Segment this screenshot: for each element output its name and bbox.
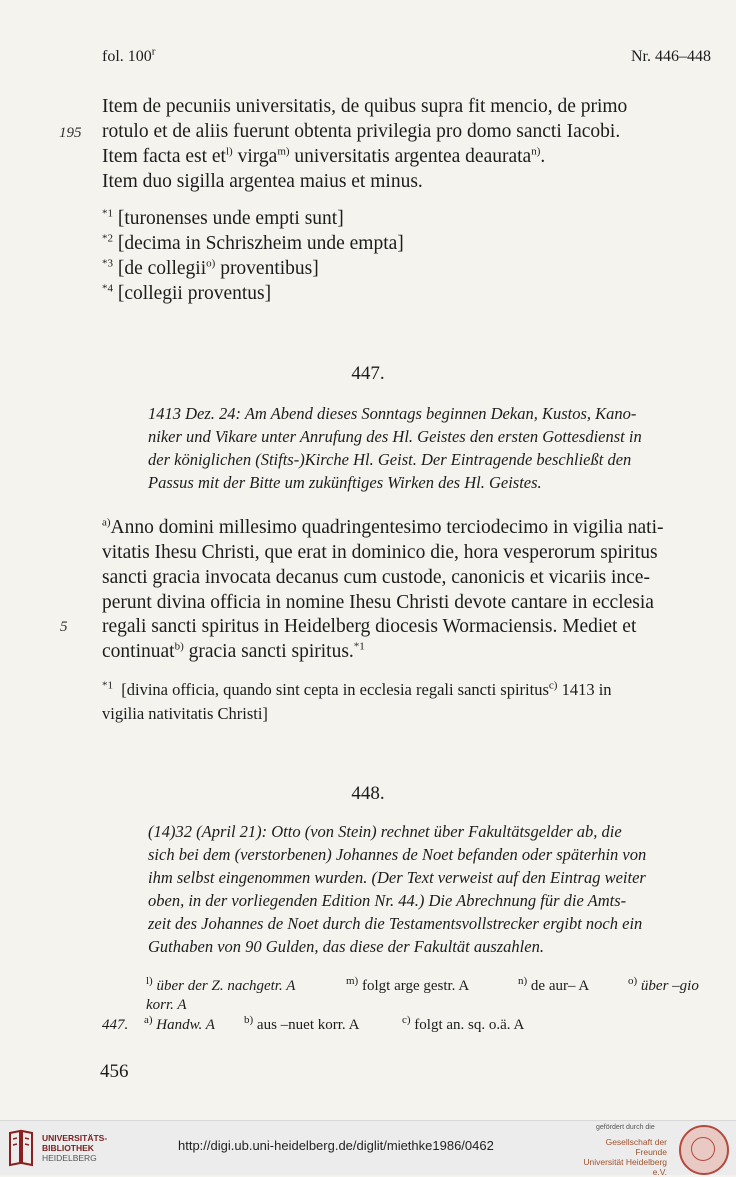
page-number: 456 [100,1061,129,1082]
text-line: Item facta est $et^{l)}$ virga$^{m)}$ universitatis argentea deaurata$^{n)}$. [102,145,546,167]
regest-line: Passus mit der Bitte um zukünftiges Wirken des Hl. Geistes. [148,473,542,492]
text-line: sancti gracia invocata decanus cum custode, canonicis et vicariis ince- [102,567,650,588]
university-library-logo-icon[interactable] [6,1129,36,1167]
regest-line: sich bei dem (verstorbenen) Johannes de Noet befanden oder späterhin von [148,845,647,864]
regest-line: Guthaben von 90 Gulden, das diese der Fakultät auszahlen. [148,937,544,956]
text-line: $^{a)}$Anno domini millesimo quadringentesimo terciodecimo in vigilia nati- [102,516,664,538]
footnote-continuation: korr. A [146,997,187,1013]
line-number: 5 [60,619,68,635]
university-seal-icon[interactable] [679,1125,729,1175]
item-range: Nr. 446–448 [631,48,711,65]
regest-line: niker und Vikare unter Anrufung des Hl. Geistes den ersten Gottesdienst in [148,427,642,446]
footnote: $^{c)}$ folgt an. sq. o.ä. A [402,1014,525,1033]
footnote-section-label: 447. [102,1017,129,1033]
regest-line: oben, in der vorliegenden Edition Nr. 44.) Die Abrechnung für die Amts- [148,891,627,910]
text-line: rotulo et de aliis fuerunt obtenta privilegia pro domo sancti Iacobi. [102,121,621,142]
footnote: $^{a)}$ Handw. A [144,1014,215,1033]
regest-line: (14)32 (April 21): Otto (von Stein) rechnet über Fakultätsgelder ab, die [148,822,622,841]
text-line: vitatis Ihesu Christi, que erat in dominico die, hora vesperorum spiritus [102,542,658,563]
footnote: $^{n)}$ de aur– A [518,975,590,994]
footnote: $^{l)}$ über der Z. nachgetr. A [146,975,296,994]
text-line: regali sancti spiritus in Heidelberg diocesis Wormaciensis. Mediet et [102,616,637,637]
marginal-note: $^{*1}$ [divina officia, quando sint cepta in ecclesia regali sancti spiritus$^{c)}$ 1413 in [102,679,612,699]
marginal-note: vigilia nativitatis Christi] [102,704,268,723]
regest-line: zeit des Johannes de Noet durch die Testamentsvollstrecker ergibt noch ein [148,914,643,933]
marginal-note: $^{*3}$ [de collegii$^{o)}$ proventibus] [102,257,319,279]
permalink-url[interactable]: http://digi.ub.uni-heidelberg.de/diglit/miethke1986/0462 [178,1138,494,1153]
text-line: Item duo sigilla argentea maius et minus. [102,171,423,192]
line-number: 195 [59,125,82,141]
text-line: Item de pecuniis universitatis, de quibus supra fit mencio, de primo [102,96,628,117]
footnote: $^{m)}$ folgt arge gestr. A [346,975,470,994]
footnote: $^{b)}$ aus –nuet korr. A [244,1014,360,1033]
university-library-name[interactable]: UNIVERSITÄTS- BIBLIOTHEK HEIDELBERG [42,1133,108,1163]
text-line: continuat$^{b)}$ gracia sancti spiritus.$^{*1}$ [102,640,365,662]
regest-line: der königlichen (Stifts-)Kirche Hl. Geist. Der Eintragende beschließt den [148,450,632,469]
viewer-footer [0,1120,736,1175]
regest-line: ihm selbst eingenommen wurden. (Der Text verweist auf den Eintrag weiter [148,868,646,887]
text-line: perunt divina officia in nomine Ihesu Christi devote cantare in ecclesia [102,592,654,613]
footnote: $^{o)}$ über –gio [628,975,699,994]
regest-line: 1413 Dez. 24: Am Abend dieses Sonntags beginnen Dekan, Kustos, Kano- [148,404,637,423]
marginal-note: $^{*1}$ [turonenses unde empti sunt] [102,207,344,229]
marginal-note: $^{*2}$ [decima in Schriszheim unde empta] [102,232,404,254]
sponsor-label: gefördert durch die [596,1124,655,1131]
section-number-447: 447. [351,363,385,384]
sponsor-link[interactable]: Gesellschaft der Freunde Universität Heidelberg e.V. [583,1137,667,1177]
marginal-note: $^{*4}$ [collegii proventus] [102,282,272,304]
folio-label: fol. 100$^r$ [102,45,156,65]
section-number-448: 448. [351,783,385,804]
